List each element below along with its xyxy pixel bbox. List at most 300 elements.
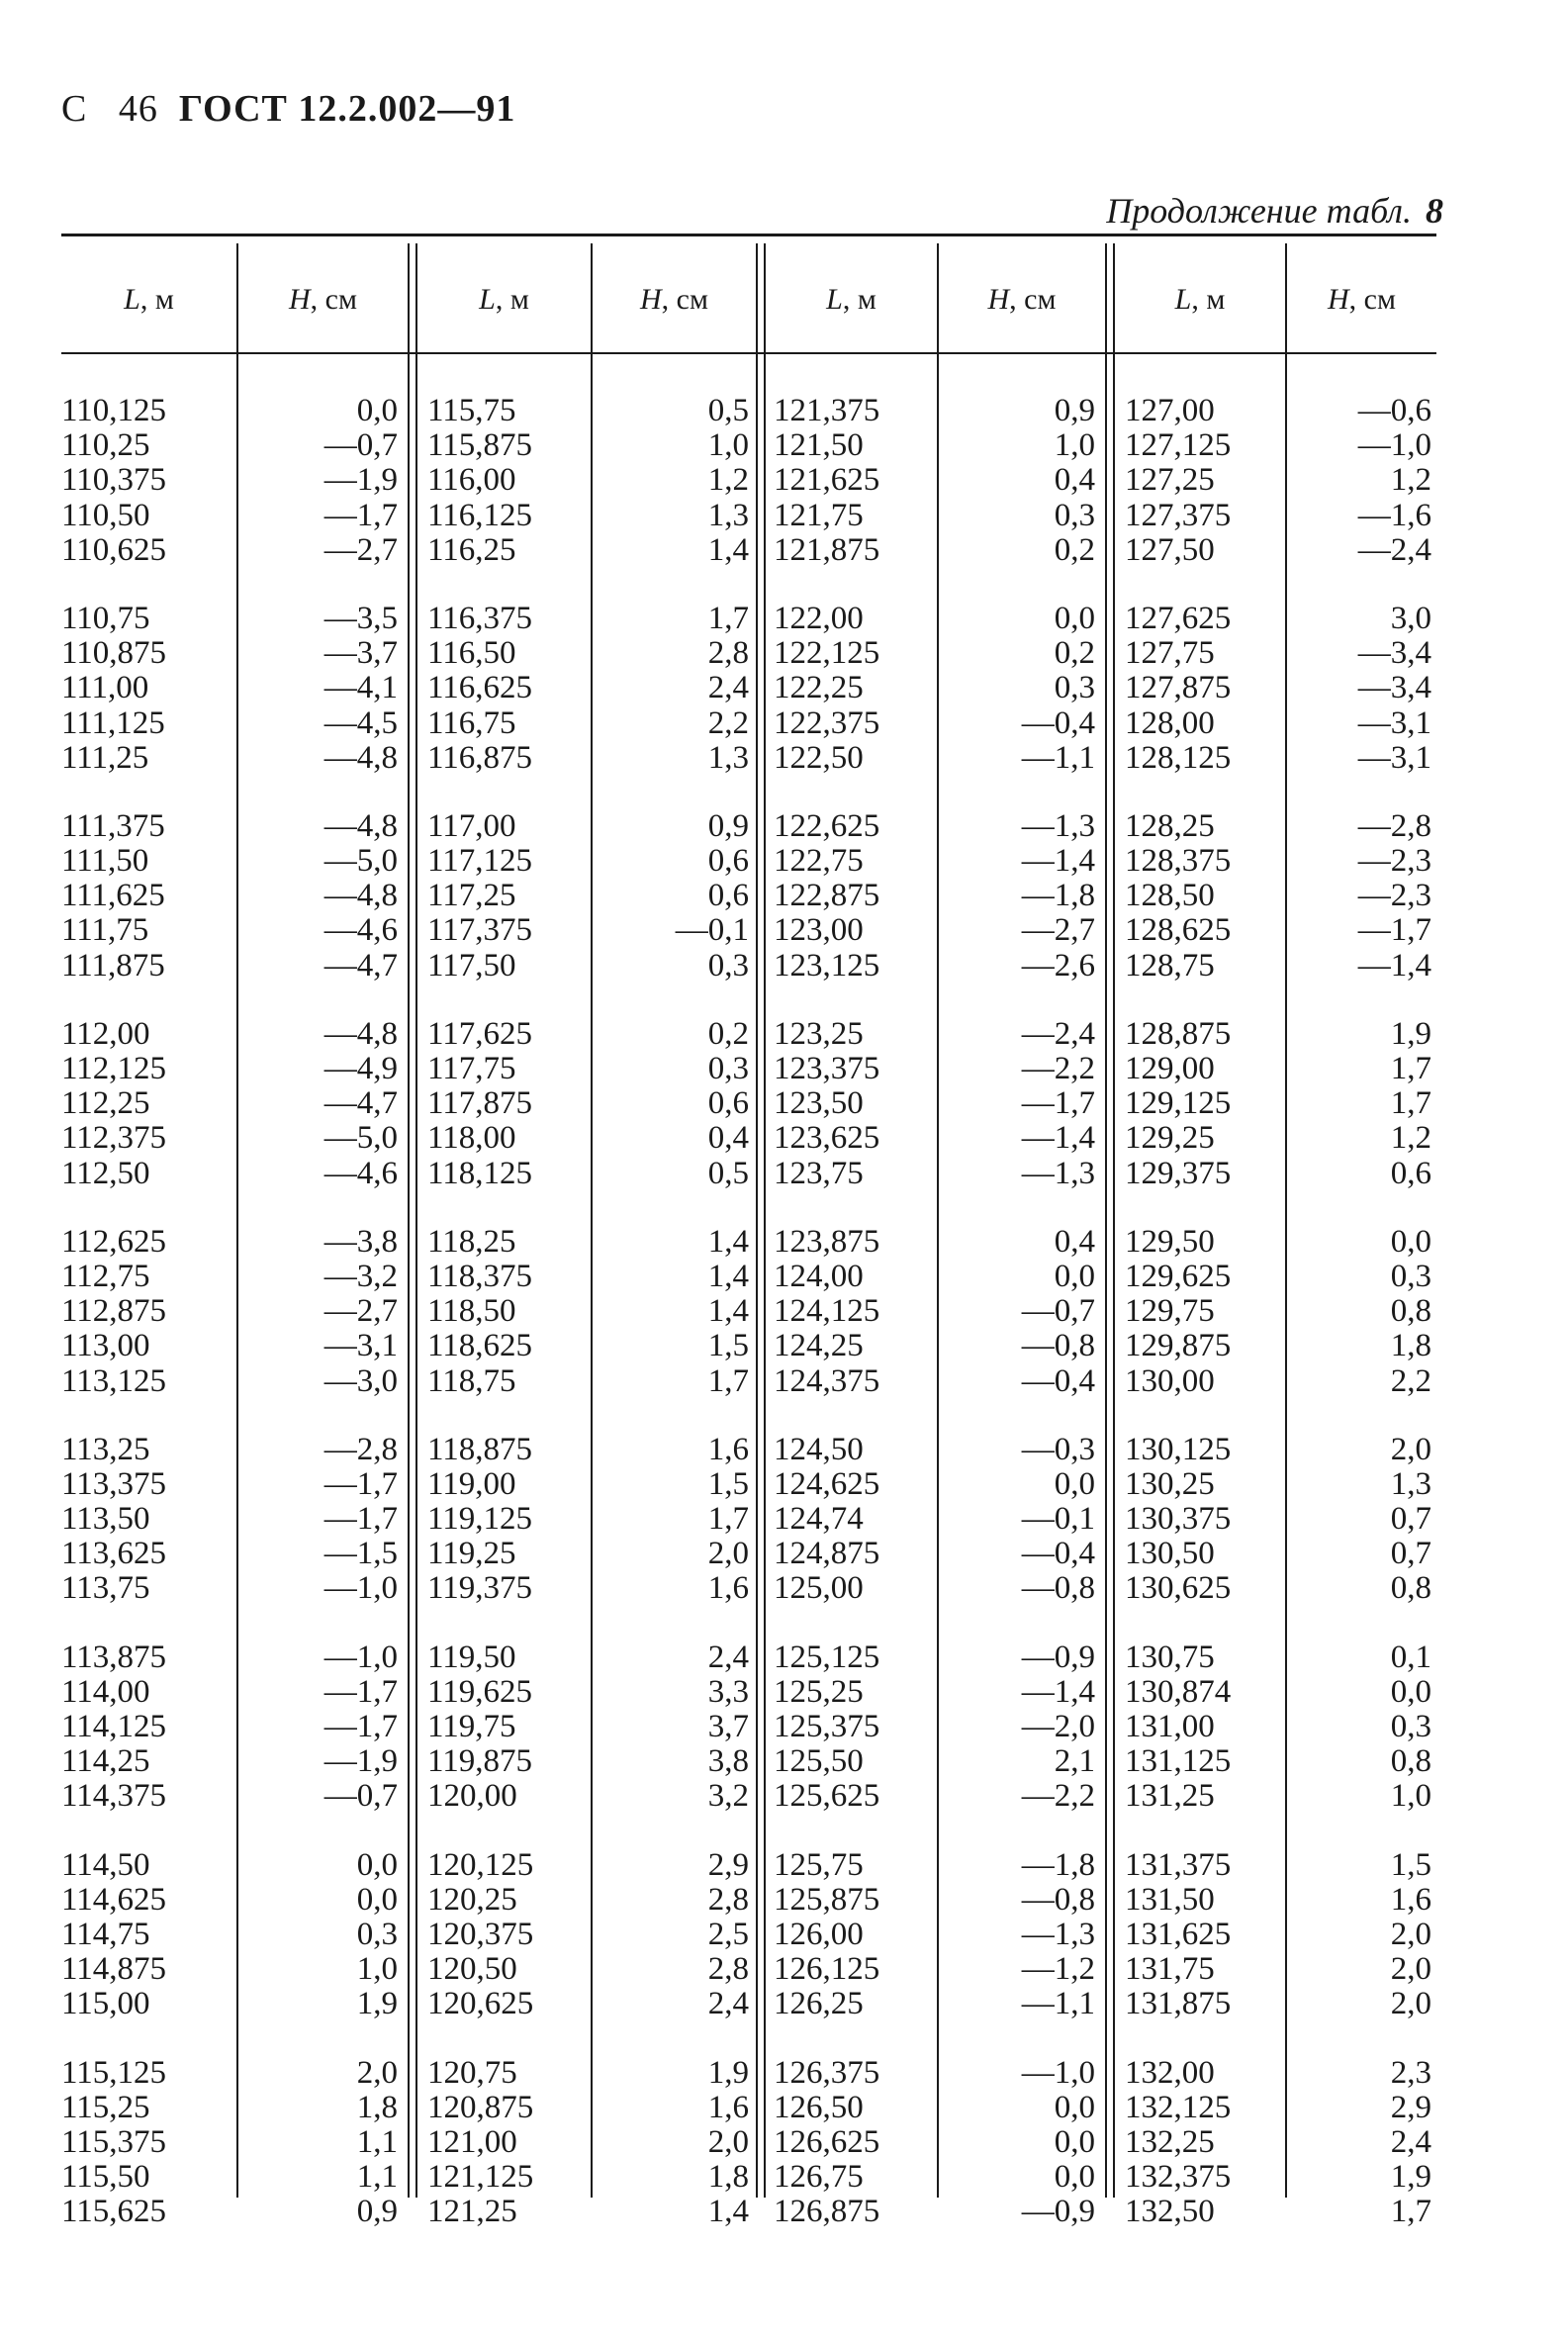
cell-length: 117,50	[427, 947, 516, 984]
row-group	[249, 602, 398, 776]
cell-length: 125,50	[774, 1743, 864, 1780]
cell-height: 2,0	[1390, 1431, 1431, 1467]
cell-height: —4,8	[323, 807, 398, 844]
cell-length: 112,125	[61, 1051, 167, 1086]
cell-length: 125,25	[774, 1673, 864, 1710]
cell-length: 132,375	[1125, 2159, 1232, 2196]
row-group	[1298, 1017, 1431, 1191]
cell-height: —0,7	[323, 1778, 398, 1815]
column-header-variable: L	[124, 283, 140, 316]
cell-height: 1,0	[1054, 427, 1095, 464]
cell-height: —1,0	[323, 1639, 398, 1675]
cell-height: —3,4	[1357, 670, 1431, 706]
row-group	[249, 1433, 398, 1607]
cell-length: 114,00	[61, 1673, 150, 1710]
cell-length: 111,875	[61, 947, 165, 984]
cell-height: 1,4	[707, 1293, 749, 1330]
cell-height: 1,3	[1390, 1465, 1431, 1502]
row-group	[600, 1848, 749, 2022]
cell-height: 1,0	[356, 1951, 398, 1988]
cell-length: 124,25	[774, 1328, 864, 1364]
cell-length: 118,375	[427, 1258, 533, 1294]
column-header	[766, 283, 937, 317]
cell-length: 127,375	[1125, 497, 1232, 533]
row-group	[947, 1433, 1095, 1607]
cell-height: —1,7	[1021, 1085, 1095, 1122]
cell-length: 126,125	[774, 1951, 880, 1988]
row-group	[774, 1848, 932, 2022]
row-group	[61, 1017, 228, 1191]
cell-height: 1,0	[1390, 1778, 1431, 1815]
column-length-values	[61, 394, 228, 2263]
cell-length: 112,625	[61, 1223, 167, 1260]
cell-length: 110,125	[61, 393, 167, 428]
cell-length: 128,75	[1125, 947, 1215, 984]
cell-length: 118,75	[427, 1362, 516, 1399]
column-length-values	[427, 394, 586, 2263]
row-group	[1125, 1848, 1283, 2022]
column-header-variable: L	[1174, 283, 1192, 316]
column-header	[417, 283, 591, 317]
cell-length: 113,625	[61, 1536, 167, 1572]
cell-height: 2,0	[1390, 1986, 1431, 2022]
cell-height: 0,3	[1054, 497, 1095, 533]
cell-length: 117,625	[427, 1015, 533, 1052]
cell-length: 129,875	[1125, 1328, 1232, 1364]
column-header-unit: , м	[495, 283, 529, 316]
cell-height: 1,5	[707, 1328, 749, 1364]
cell-length: 122,50	[774, 739, 864, 776]
column-header	[593, 283, 756, 317]
cell-length: 127,875	[1125, 670, 1232, 706]
row-group	[427, 394, 586, 568]
cell-length: 123,25	[774, 1015, 864, 1052]
cell-height: 2,4	[1390, 2123, 1431, 2160]
cell-height: 0,0	[1054, 1258, 1095, 1294]
cell-length: 116,625	[427, 670, 533, 706]
cell-length: 119,00	[427, 1465, 516, 1502]
block-divider	[408, 243, 410, 2198]
cell-length: 116,375	[427, 600, 533, 636]
cell-height: 0,3	[1054, 670, 1095, 706]
row-group	[947, 1017, 1095, 1191]
cell-height: 1,0	[707, 427, 749, 464]
cell-length: 112,875	[61, 1293, 167, 1330]
row-group	[61, 602, 228, 776]
cell-length: 128,00	[1125, 704, 1215, 741]
cell-height: 0,2	[1054, 635, 1095, 672]
cell-length: 132,25	[1125, 2123, 1215, 2160]
cell-height: —1,3	[1021, 807, 1095, 844]
cell-length: 124,74	[774, 1501, 864, 1538]
cell-length: 114,625	[61, 1881, 167, 1918]
column-header-unit: , м	[139, 283, 174, 316]
cell-height: —1,3	[1021, 1155, 1095, 1191]
column-header-variable: H	[1328, 283, 1349, 316]
cell-height: —2,4	[1357, 531, 1431, 568]
cell-length: 130,125	[1125, 1431, 1232, 1467]
cell-length: 113,125	[61, 1362, 167, 1399]
cell-length: 120,00	[427, 1778, 517, 1815]
cell-length: 113,375	[61, 1465, 167, 1502]
cell-length: 117,125	[427, 843, 533, 880]
cell-height: 0,3	[1390, 1258, 1431, 1294]
cell-length: 126,25	[774, 1986, 864, 2022]
column-header	[1115, 283, 1285, 317]
cell-length: 125,625	[774, 1778, 880, 1815]
cell-length: 111,625	[61, 878, 165, 914]
cell-height: 1,7	[1390, 2194, 1431, 2230]
cell-height: 1,1	[356, 2123, 398, 2160]
cell-length: 122,875	[774, 878, 880, 914]
row-group	[1298, 394, 1431, 568]
cell-length: 112,50	[61, 1155, 150, 1191]
column-divider	[1285, 243, 1287, 2198]
cell-height: 2,8	[707, 1881, 749, 1918]
column-header-unit: , см	[1348, 283, 1396, 316]
row-group	[1125, 1017, 1283, 1191]
row-group	[1125, 1225, 1283, 1399]
cell-height: 0,9	[707, 807, 749, 844]
cell-height: 0,0	[356, 1846, 398, 1883]
row-group	[1125, 2056, 1283, 2230]
cell-height: —4,6	[323, 1155, 398, 1191]
cell-height: —1,2	[1021, 1951, 1095, 1988]
cell-height: —3,2	[323, 1258, 398, 1294]
cell-length: 117,75	[427, 1051, 516, 1086]
cell-length: 121,375	[774, 393, 880, 428]
cell-length: 114,75	[61, 1916, 150, 1952]
cell-length: 119,625	[427, 1673, 533, 1710]
row-group	[427, 1225, 586, 1399]
cell-height: 1,8	[1390, 1328, 1431, 1364]
cell-length: 113,75	[61, 1570, 150, 1607]
cell-height: —2,3	[1357, 843, 1431, 880]
row-group	[1125, 1640, 1283, 1815]
cell-length: 130,625	[1125, 1570, 1232, 1607]
cell-length: 121,25	[427, 2194, 517, 2230]
cell-length: 126,00	[774, 1916, 864, 1952]
cell-height: —1,7	[323, 1709, 398, 1744]
cell-height: 2,4	[707, 670, 749, 706]
cell-height: 0,1	[1390, 1639, 1431, 1675]
cell-height: —5,0	[323, 843, 398, 880]
cell-height: —1,4	[1357, 947, 1431, 984]
cell-height: 1,9	[356, 1986, 398, 2022]
cell-length: 127,75	[1125, 635, 1215, 672]
cell-height: 1,9	[1390, 1015, 1431, 1052]
cell-length: 123,00	[774, 912, 864, 949]
cell-length: 128,875	[1125, 1015, 1232, 1052]
cell-length: 127,625	[1125, 600, 1232, 636]
row-group	[774, 394, 932, 568]
cell-length: 111,375	[61, 807, 165, 844]
cell-height: 0,0	[1054, 600, 1095, 636]
cell-height: —3,0	[323, 1362, 398, 1399]
cell-height: —3,1	[1357, 739, 1431, 776]
cell-height: —1,4	[1021, 843, 1095, 880]
cell-height: 0,2	[1054, 531, 1095, 568]
cell-height: —1,4	[1021, 1120, 1095, 1157]
cell-height: —0,1	[675, 912, 749, 949]
row-group	[61, 394, 228, 568]
cell-length: 121,125	[427, 2159, 534, 2196]
cell-length: 131,875	[1125, 1986, 1232, 2022]
cell-height: —3,7	[323, 635, 398, 672]
cell-length: 123,875	[774, 1223, 880, 1260]
cell-length: 126,375	[774, 2054, 880, 2091]
column-divider	[937, 243, 939, 2198]
block-divider	[1105, 243, 1107, 2198]
row-group	[1125, 1433, 1283, 1607]
cell-length: 113,50	[61, 1501, 150, 1538]
row-group	[249, 1017, 398, 1191]
cell-length: 128,25	[1125, 807, 1215, 844]
cell-length: 130,50	[1125, 1536, 1215, 1572]
cell-length: 119,875	[427, 1743, 533, 1780]
cell-length: 112,00	[61, 1015, 150, 1052]
cell-height: —2,2	[1021, 1051, 1095, 1086]
cell-height: 0,0	[356, 1881, 398, 1918]
row-group	[249, 1640, 398, 1815]
cell-length: 125,375	[774, 1709, 880, 1744]
column-header	[1287, 283, 1436, 317]
cell-height: —0,4	[1021, 1536, 1095, 1572]
row-group	[600, 809, 749, 984]
cell-length: 126,75	[774, 2159, 864, 2196]
cell-length: 110,625	[61, 531, 167, 568]
row-group	[774, 602, 932, 776]
row-group	[600, 1225, 749, 1399]
cell-height: 1,4	[707, 1223, 749, 1260]
cell-height: —2,8	[1357, 807, 1431, 844]
cell-length: 114,25	[61, 1743, 150, 1780]
cell-length: 111,75	[61, 912, 149, 949]
cell-height: 1,9	[1390, 2159, 1431, 2196]
cell-length: 128,375	[1125, 843, 1232, 880]
cell-length: 131,375	[1125, 1846, 1232, 1883]
column-header-unit: , м	[842, 283, 876, 316]
cell-length: 124,875	[774, 1536, 880, 1572]
cell-length: 117,25	[427, 878, 516, 914]
cell-length: 115,50	[61, 2159, 150, 2196]
cell-height: 1,3	[707, 497, 749, 533]
cell-length: 119,50	[427, 1639, 516, 1675]
header-bottom-rule	[61, 352, 1436, 354]
row-group	[600, 602, 749, 776]
cell-height: 1,8	[707, 2159, 749, 2196]
cell-height: —2,0	[1021, 1709, 1095, 1744]
cell-height: —0,1	[1021, 1501, 1095, 1538]
cell-height: —5,0	[323, 1120, 398, 1157]
cell-length: 128,625	[1125, 912, 1232, 949]
column-header	[939, 283, 1105, 317]
cell-height: 1,4	[707, 1258, 749, 1294]
cell-height: 0,6	[707, 878, 749, 914]
cell-length: 118,50	[427, 1293, 516, 1330]
row-group	[774, 1017, 932, 1191]
cell-length: 116,00	[427, 462, 516, 499]
cell-height: 2,0	[1390, 1951, 1431, 1988]
cell-height: 1,7	[707, 600, 749, 636]
cell-height: 2,4	[707, 1986, 749, 2022]
cell-length: 129,00	[1125, 1051, 1215, 1086]
cell-length: 112,375	[61, 1120, 167, 1157]
cell-height: 2,5	[707, 1916, 749, 1952]
row-group	[947, 1225, 1095, 1399]
row-group	[61, 1433, 228, 1607]
column-header-unit: , м	[1191, 283, 1226, 316]
cell-length: 123,125	[774, 947, 880, 984]
row-group	[1298, 1848, 1431, 2022]
cell-height: —1,7	[323, 1465, 398, 1502]
cell-height: —3,5	[323, 600, 398, 636]
cell-height: —3,4	[1357, 635, 1431, 672]
column-header-variable: H	[987, 283, 1010, 316]
row-group	[1125, 394, 1283, 568]
cell-height: 0,0	[1054, 2089, 1095, 2125]
cell-height: 0,0	[1054, 2123, 1095, 2160]
cell-height: 0,6	[1390, 1155, 1431, 1191]
row-group	[774, 809, 932, 984]
row-group	[249, 809, 398, 984]
row-group	[774, 1640, 932, 1815]
cell-height: 1,8	[356, 2089, 398, 2125]
row-group	[947, 1848, 1095, 2022]
row-group	[61, 2056, 228, 2230]
cell-height: —3,1	[1357, 704, 1431, 741]
cell-length: 110,375	[61, 462, 167, 499]
cell-length: 122,00	[774, 600, 864, 636]
cell-height: 0,4	[1054, 1223, 1095, 1260]
page-label: С	[61, 88, 88, 130]
cell-length: 127,25	[1125, 462, 1215, 499]
cell-height: 1,6	[1390, 1881, 1431, 1918]
cell-height: 0,9	[356, 2194, 398, 2230]
cell-length: 130,874	[1125, 1673, 1232, 1710]
table-continuation-caption	[1106, 190, 1443, 232]
table-top-rule	[61, 234, 1436, 236]
column-header-variable: H	[289, 283, 311, 316]
cell-length: 119,25	[427, 1536, 516, 1572]
cell-height: —1,4	[1021, 1673, 1095, 1710]
cell-length: 121,75	[774, 497, 864, 533]
cell-length: 119,125	[427, 1501, 533, 1538]
row-group	[427, 809, 586, 984]
cell-height: 0,7	[1390, 1536, 1431, 1572]
cell-length: 117,875	[427, 1085, 533, 1122]
cell-height: 0,5	[707, 393, 749, 428]
cell-length: 130,00	[1125, 1362, 1215, 1399]
row-group	[947, 809, 1095, 984]
cell-height: 0,6	[707, 1085, 749, 1122]
cell-height: —2,2	[1021, 1778, 1095, 1815]
column-header	[61, 283, 236, 317]
cell-length: 128,50	[1125, 878, 1215, 914]
block-divider	[764, 243, 766, 2198]
cell-length: 122,625	[774, 807, 880, 844]
cell-length: 120,625	[427, 1986, 534, 2022]
cell-length: 111,50	[61, 843, 149, 880]
page-header	[61, 87, 515, 131]
cell-height: —4,8	[323, 739, 398, 776]
cell-height: 0,5	[707, 1155, 749, 1191]
cell-length: 121,50	[774, 427, 864, 464]
cell-length: 120,25	[427, 1881, 517, 1918]
cell-height: 0,0	[1054, 2159, 1095, 2196]
cell-length: 124,50	[774, 1431, 864, 1467]
cell-length: 114,375	[61, 1778, 167, 1815]
cell-height: —1,9	[323, 1743, 398, 1780]
cell-length: 112,75	[61, 1258, 150, 1294]
cell-height: —4,9	[323, 1051, 398, 1086]
cell-height: 1,1	[356, 2159, 398, 2196]
row-group	[427, 1848, 586, 2022]
cell-length: 131,125	[1125, 1743, 1232, 1780]
cell-length: 124,375	[774, 1362, 880, 1399]
cell-length: 125,125	[774, 1639, 880, 1675]
cell-height: 1,2	[1390, 1120, 1431, 1157]
cell-height: —2,7	[1021, 912, 1095, 949]
column-divider	[236, 243, 238, 2198]
cell-length: 113,25	[61, 1431, 150, 1467]
cell-height: 0,9	[1054, 393, 1095, 428]
column-height-values	[1298, 394, 1431, 2263]
cell-length: 117,375	[427, 912, 533, 949]
cell-height: 0,3	[356, 1916, 398, 1952]
cell-height: —1,6	[1357, 497, 1431, 533]
cell-height: —0,8	[1021, 1881, 1095, 1918]
cell-length: 117,00	[427, 807, 516, 844]
cell-height: 0,7	[1390, 1501, 1431, 1538]
row-group	[947, 2056, 1095, 2230]
row-group	[1298, 602, 1431, 776]
cell-length: 131,625	[1125, 1916, 1232, 1952]
row-group	[1125, 809, 1283, 984]
cell-height: 0,0	[1390, 1223, 1431, 1260]
cell-height: —4,8	[323, 878, 398, 914]
cell-height: 1,7	[707, 1501, 749, 1538]
cell-length: 123,50	[774, 1085, 864, 1122]
cell-length: 116,25	[427, 531, 516, 568]
cell-height: —1,7	[323, 497, 398, 533]
column-length-values	[1125, 394, 1283, 2263]
cell-height: —4,7	[323, 947, 398, 984]
cell-length: 115,875	[427, 427, 533, 464]
cell-length: 129,75	[1125, 1293, 1215, 1330]
row-group	[61, 809, 228, 984]
cell-height: 1,2	[707, 462, 749, 499]
cell-length: 120,875	[427, 2089, 534, 2125]
cell-length: 132,50	[1125, 2194, 1215, 2230]
cell-height: 2,4	[707, 1639, 749, 1675]
cell-length: 120,75	[427, 2054, 517, 2091]
cell-length: 118,125	[427, 1155, 533, 1191]
cell-length: 122,375	[774, 704, 880, 741]
cell-height: —4,8	[323, 1015, 398, 1052]
cell-height: 0,6	[707, 843, 749, 880]
cell-length: 110,50	[61, 497, 150, 533]
cell-height: 2,0	[707, 1536, 749, 1572]
cell-height: —4,6	[323, 912, 398, 949]
cell-length: 129,50	[1125, 1223, 1215, 1260]
cell-height: 0,8	[1390, 1743, 1431, 1780]
cell-length: 124,625	[774, 1465, 880, 1502]
cell-height: —0,9	[1021, 2194, 1095, 2230]
cell-length: 114,50	[61, 1846, 150, 1883]
cell-length: 119,375	[427, 1570, 533, 1607]
row-group	[427, 602, 586, 776]
